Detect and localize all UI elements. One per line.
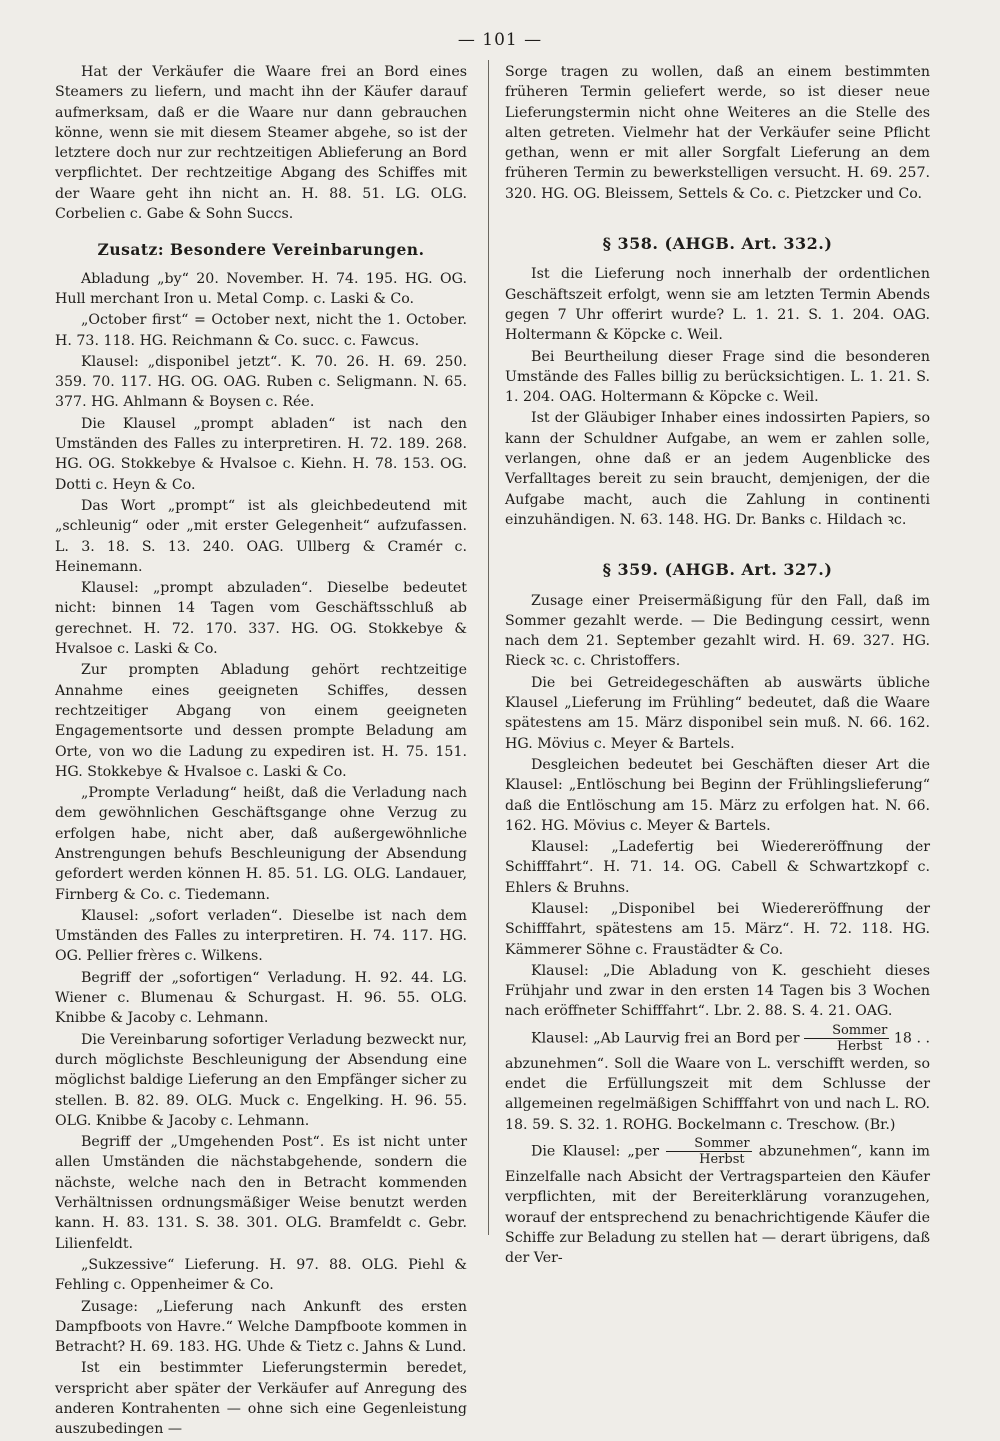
- paragraph: Klausel: „prompt abzuladen“. Dieselbe bedeutet nicht: binnen 14 Tagen vom Geschäftsschluß ab gerechnet. H. 72. 170. 337. HG. OG. Stokkebye & Hvalsoe c. Laski & Co.: [55, 580, 467, 658]
- intro-paragraph: Hat der Verkäufer die Waare frei an Bord eines Steamers zu liefern, und macht ihn der Käufer darauf aufmerksam, daß er die Waare nur dann gebrauchen könne, wenn sie mit diesem Steamer abgehe, so ist der letztere doch nur zur rechtzeitigen Ablieferung an Bord verpflichtet. Der rechtzeitige Abgang des Schiffes mit der Waare geht ihn nicht an. H. 88. 51. LG. OLG. Corbelien c. Gabe & Sohn Succs.: [55, 64, 467, 223]
- paragraph: Zusage: „Lieferung nach Ankunft des ersten Dampfboots von Havre.“ Welche Dampfboote kommen in Betracht? H. 69. 183. HG. Uhde & Tietz c. Jahns & Lund.: [55, 1298, 467, 1356]
- paragraph: Klausel: „Disponibel bei Wiedereröffnung der Schifffahrt, spätestens am 15. März“. H. 72. 118. HG. Kämmerer Söhne c. Fraustädter & Co.: [505, 900, 930, 958]
- per-text-pre: Die Klausel: „per: [531, 1143, 660, 1160]
- fraction-top: Sommer: [666, 1136, 751, 1152]
- laurvig-clause: [505, 1023, 930, 1135]
- paragraph: Klausel: „disponibel jetzt“. K. 70. 26. H. 69. 250. 359. 70. 117. HG. OG. OAG. Ruben c. Seligmann. N. 65. 377. HG. Ahlmann & Boysen c. Rée.: [55, 353, 467, 411]
- paragraph: Desgleichen bedeutet bei Geschäften dieser Art die Klausel: „Entlöschung bei Beginn der Frühlingslieferung“ daß die Entlöschung am 15. März zu erfolgen hat. N. 66. 162. HG. Mövius c. Meyer & Bartels.: [505, 756, 930, 834]
- fraction-bottom: Herbst: [836, 1038, 883, 1054]
- per-fraction: [666, 1136, 751, 1167]
- paragraph: Ist ein bestimmter Lieferungstermin beredet, verspricht aber später der Verkäufer auf Anregung des anderen Kontrahenten — ohne sich eine Gegenleistung auszubedingen —: [55, 1360, 467, 1438]
- per-text-continuation: Einzelfalle nach Absicht der Vertragsparteien den Käufer verpflichten, mit der Bereiterklärung voranzugehen, worauf der entsprechend zu benachrichtigende Käufer die Schiffe zur Beladung zu stellen hat — derart übrigens, daß der Ver-: [505, 1168, 930, 1267]
- section-359-heading: § 359. (AHGB. Art. 327.): [602, 560, 833, 580]
- supplement-heading: Zusatz: Besondere Vereinbarungen.: [97, 240, 425, 260]
- paragraph: Klausel: „sofort verladen“. Dieselbe ist nach dem Umständen des Falles zu interpretiren. H. 74. 117. HG. OG. Pellier frères c. Wilkens.: [55, 907, 467, 965]
- paragraph: Das Wort „prompt“ ist als gleichbedeutend mit „schleunig“ oder „mit erster Gelegenheit“ aufzufassen. L. 3. 18. S. 13. 240. OAG. Ullberg & Cramér c. Heinemann.: [55, 497, 467, 575]
- section-358-heading: § 358. (AHGB. Art. 332.): [602, 234, 833, 254]
- right-column: [505, 62, 930, 1269]
- paragraph: Zur prompten Abladung gehört rechtzeitige Annahme eines geeigneten Schiffes, dessen rechtzeitiger Abgang von einem geeigneten Engagementsorte und dessen prompte Beladung am Orte, von wo die Ladung zu expediren ist. H. 75. 151. HG. Stokkebye & Hvalsoe c. Laski & Co.: [55, 662, 467, 780]
- paragraph: Die bei Getreidegeschäften ab auswärts übliche Klausel „Lieferung im Frühling“ bedeutet, daß die Waare spätestens am 15. März disponibel sein muß. N. 66. 162. HG. Mövius c. Meyer & Bartels.: [505, 674, 930, 752]
- paragraph: „Prompte Verladung“ heißt, daß die Verladung nach dem gewöhnlichen Geschäftsgange ohne Verzug zu erfolgen habe, nicht aber, daß außergewöhnliche Anstrengungen behufs Beschleunigung der Absendung gefordert werden können H. 85. 51. LG. OLG. Landauer, Firnberg & Co. c. Tiedemann.: [55, 785, 467, 903]
- per-text-post: abzunehmen“, kann im: [758, 1143, 931, 1160]
- continuation-paragraph: Sorge tragen zu wollen, daß an einem bestimmten früheren Termin geliefert werde, so ist dieser neue Lieferungstermin nicht ohne Weiteres an die Stelle des alten getreten. Vielmehr hat der Verkäufer seine Pflicht gethan, wenn er mit aller Sorgfalt Lieferung an dem früheren Termin zu bewerkstelligen versucht. H. 69. 257. 320. HG. OG. Bleissem, Settels & Co. c. Pietzcker und Co.: [505, 64, 930, 202]
- page-number: — 101 —: [457, 30, 543, 50]
- left-column: [55, 62, 467, 1441]
- paragraph: Abladung „by“ 20. November. H. 74. 195. HG. OG. Hull merchant Iron u. Metal Comp. c. Laski & Co.: [55, 270, 467, 307]
- laurvig-text-pre: Klausel: „Ab Laurvig frei an Bord per: [531, 1030, 800, 1047]
- paragraph: Begriff der „sofortigen“ Verladung. H. 92. 44. LG. Wiener c. Blumenau & Schurgast. H. 96. 55. OLG. Knibbe & Jacoby c. Lehmann.: [55, 969, 467, 1027]
- paragraph: Bei Beurtheilung dieser Frage sind die besonderen Umstände des Falles billig zu berücksichtigen. L. 1. 21. S. 1. 204. OAG. Holtermann & Köpcke c. Weil.: [505, 348, 930, 406]
- laurvig-text-post: 18 . . abzunehmen“. Soll die Waare von L. verschifft werden, so endet die Erfüllungszeit mit dem Schlusse der allgemeinen regelmäßigen Schifffahrt von und nach L. RO. 18. 59. S. 32. 1. ROHG. Bockelmann c. Treschow. (Br.): [505, 1030, 930, 1133]
- paragraph: Die Vereinbarung sofortiger Verladung bezweckt nur, durch möglichste Beschleunigung der Absendung eine möglichst baldige Lieferung an den Empfänger sicher zu stellen. B. 82. 89. OLG. Muck c. Engelking. H. 96. 55. OLG. Knibbe & Jacoby c. Lehmann.: [55, 1031, 467, 1129]
- laurvig-fraction: [804, 1023, 889, 1054]
- paragraph: Ist der Gläubiger Inhaber eines indossirten Papiers, so kann der Schuldner Aufgabe, an wem er zahlen solle, verlangen, ohne daß er an jedem Augenblicke des Verfalltages bereit zu sein braucht, demjenigen, der die Aufgabe macht, auch die Zahlung in continenti einzuhändigen. N. 63. 148. HG. Dr. Banks c. Hildach ꝛc.: [505, 410, 930, 528]
- paragraph: Klausel: „Ladefertig bei Wiedereröffnung der Schifffahrt“. H. 71. 14. OG. Cabell & Schwartzkopf c. Ehlers & Bruhns.: [505, 839, 930, 896]
- fraction-top: Sommer: [804, 1023, 889, 1039]
- column-divider: [488, 60, 489, 1235]
- paragraph: „Sukzessive“ Lieferung. H. 97. 88. OLG. Piehl & Fehling c. Oppenheimer & Co.: [55, 1256, 467, 1294]
- fraction-bottom: Herbst: [699, 1151, 745, 1167]
- paragraph: Zusage einer Preisermäßigung für den Fall, daß im Sommer gezahlt werde. — Die Bedingung cessirt, wenn nach dem 21. September gezahlt wird. H. 69. 327. HG. Rieck ꝛc. c. Christoffers.: [505, 592, 930, 670]
- paragraph: Die Klausel „prompt abladen“ ist nach den Umständen des Falles zu interpretiren. H. 72. 189. 268. HG. OG. Stokkebye & Hvalsoe c. Kiehn. H. 78. 153. OG. Dotti c. Heyn & Co.: [55, 415, 467, 493]
- paragraph: Ist die Lieferung noch innerhalb der ordentlichen Geschäftszeit erfolgt, wenn sie am letzten Termin Abends gegen 7 Uhr offerirt wurde? L. 1. 21. S. 1. 204. OAG. Holtermann & Köpcke c. Weil.: [505, 266, 930, 344]
- paragraph: „October first“ = October next, nicht the 1. October. H. 73. 118. HG. Reichmann & Co. succ. c. Fawcus.: [55, 312, 467, 349]
- paragraph: Begriff der „Umgehenden Post“. Es ist nicht unter allen Umständen die nächstabgehende, sondern die nächste, welche nach den in Betracht kommenden Verhältnissen ordnungsmäßiger Weise benutzt werden kann. H. 83. 131. S. 38. 301. OLG. Bramfeldt c. Gebr. Lilienfeldt.: [55, 1134, 467, 1252]
- paragraph: Klausel: „Die Abladung von K. geschieht dieses Frühjahr und zwar in den ersten 14 Tagen bis 3 Wochen nach eröffneter Schifffahrt“. Lbr. 2. 88. S. 4. 21. OAG.: [505, 962, 930, 1020]
- per-clause: [505, 1136, 930, 1268]
